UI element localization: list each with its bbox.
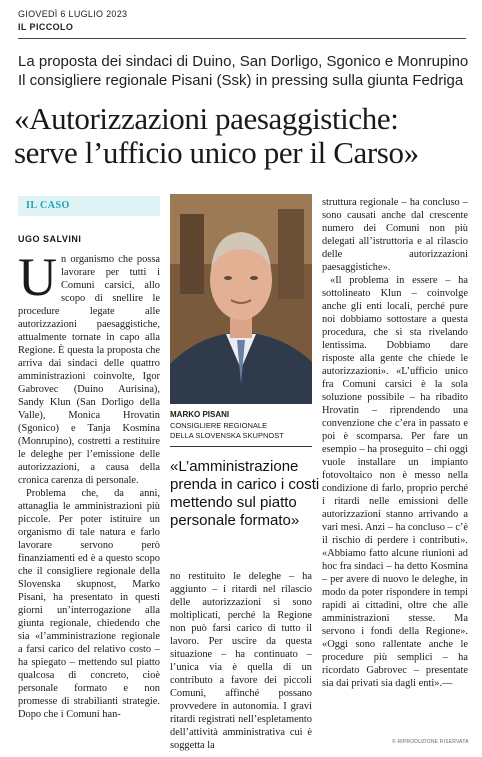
paragraph-1-text: n organismo che possa lavorare per tutti i Comuni carsici, allo scopo di snellire le procedure legate alle autorizzazioni paesaggistiche, attualmente tornate in capo alla Regione. È questa la proposta che arriva dai sindaci delle quattro amministrazioni coinvolte, Igor Gabrovec (Duino Aurisina), Sandy Klun (San Dorligo della Valle), Monica Hrovatin (Sgonico) e Tanja Kosmina (Monrupino), costretti a restituire le deleghe per l’emissione delle autorizzazioni, a causa della cronica carenza di personale. (18, 254, 160, 486)
headline (14, 102, 482, 170)
article-column-2 (170, 570, 312, 752)
issue-date: GIOVEDÌ 6 LUGLIO 2023 (18, 9, 128, 19)
quote-rule (170, 446, 312, 447)
kicker-line-1: La proposta dei sindaci di Duino, San Dorligo, Sgonico e Monrupino (18, 53, 469, 70)
photo-caption-role-line-1: CONSIGLIERE REGIONALE (170, 421, 268, 430)
copyright-notice: © RIPRODUZIONE RISERVATA (392, 739, 469, 745)
portrait-illustration (170, 194, 312, 404)
paragraph-3: no restituito le deleghe – ha aggiunto – i ritardi nel rilascio delle autorizzazioni si sono moltiplicati, perché la Regione non può farsi carico di tutto il lavoro. Per uscire da questa situazione – ha continuato – l’unica via è quella di un contributo a favore dei piccoli Comuni, affinché possano provvedere in autonomia. I gravi ritardi registrati nell’espletamento dell’attività amministrativa cui è soggetta la (170, 571, 312, 751)
headline-line-2: serve l’ufficio unico per il Carso» (14, 135, 419, 170)
headline-line-1: «Autorizzazioni paesaggistiche: (14, 101, 399, 136)
header-rule (18, 38, 466, 39)
photo-caption-name: MARKO PISANI (170, 410, 230, 419)
dropcap: U (18, 247, 57, 307)
paragraph-5: «Il problema in essere – ha sottolineato Klun – coinvolge anche gli enti locali, perché pure noi dobbiamo sottostare a questa procedura, che si sta rivelando lentissima. Dobbiamo dare risposte alla gente che chiede le autorizzazioni». «L’ufficio unico fra Comuni carsici è la sola soluzione possibile – ha ribadito Hrovatin – riprendendo una convenzione che c’era in passato e poi è scomparsa. Per fare un esempio – ha proseguito – chi oggi vuole installare un impianto fotovoltaico non è messo nella condizione di farlo, proprio perché i ritardi nelle emissioni delle autorizzazioni stanno arrivando a vari mesi. Anzi – ha concluso – c’è il rischio di perdere i contributi». «Abbiamo fatto alcune riunioni ad hoc fra sindaci – ha detto Kosmina – per avere di nuovo le deleghe, in modo da poter rispondere in tempi rapidi ai cittadini, oltre che alle amministrazioni stesse. Ma servono i fondi della Regione». «Oggi sono rallentate anche le procedure più semplici – ha ricordato Gabrovec – presentate sia dai privati sia dagli enti».— (322, 275, 469, 689)
pull-quote: «L’amministrazione prenda in carico i costi mettendo sul piatto personale formato» (170, 458, 320, 529)
newspaper-name: IL PICCOLO (18, 22, 74, 32)
kicker-line-2: Il consigliere regionale Pisani (Ssk) in pressing sulla giunta Fedriga (18, 72, 464, 89)
photo-caption-role-line-2: DELLA SLOVENSKA SKUPNOST (170, 431, 284, 440)
kicker (18, 52, 478, 90)
article-column-1 (18, 247, 160, 721)
section-label: IL CASO (26, 200, 70, 211)
portrait-photo (170, 194, 312, 404)
photo-caption-role (170, 421, 284, 441)
article-column-3 (322, 196, 468, 690)
paragraph-4: struttura regionale – ha concluso – sono causati anche dal crescente numero dei Comuni non più delegati all’istruttoria e al rilascio delle autorizzazioni paesaggistiche». (322, 197, 468, 273)
paragraph-2: Problema che, da anni, attanaglia le amministrazioni più piccole. Per poter istituire un organismo di tale natura e farlo lavorare servono però finanziamenti ed è a questo scopo che il consigliere regionale della Slovenska skupnost, Marko Pisani, ha presentato in questi giorni un’interrogazione alla giunta regionale, chiedendo che sia «l’amministrazione regionale a farsi carico del relativo costo – ha spiegato – mettendo sul piatto qualcosa di concreto, cioè personale formato e non promesse di strabilianti strategie. Dopo che i Comuni han- (18, 488, 160, 720)
paragraph-1 (18, 247, 160, 487)
author-byline: UGO SALVINI (18, 234, 82, 244)
